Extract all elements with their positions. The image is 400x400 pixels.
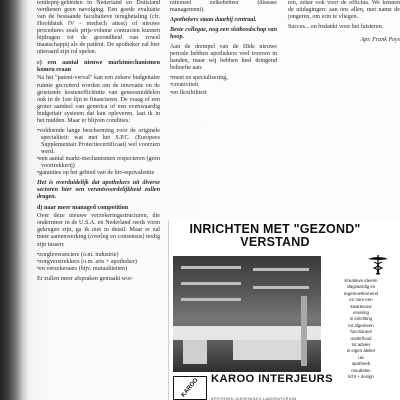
- ad-headline: INRICHTEN MET "GEZOND" VERSTAND: [189, 222, 361, 249]
- side-line: uw: [358, 354, 364, 360]
- side-line: apotheek: [351, 361, 371, 367]
- section-d-list: [37, 252, 160, 273]
- side-line: Kreatieve ideeën: [344, 278, 378, 283]
- caduceus-icon: [364, 253, 392, 277]
- section-d-paragraph: Over deze nieuwe verzekeringsstructuren, die ondermeer in de U.S.A. en Nederland reeds vorm gekregen zijn, ga ik niet in detail. Maar er zal meer samenwerking (overleg en consensus) nodig zijn tussen:: [37, 213, 160, 248]
- side-line: en ruim een: [349, 297, 373, 303]
- list-item: • een aantal markt-mechanismen respecteren (geen voortrekkerij): [37, 156, 160, 170]
- needs-list: [170, 75, 277, 96]
- binding-shadow: [0, 0, 28, 400]
- list-item: • en flexibiliteit: [170, 90, 277, 97]
- intro-paragraph: rentiepnj-gebieden in Nederland en Duitsland verdienen geen navolging. Een goede evaluatie van de bestaande facultatieve terugbetaling (cfr. Hoofdstuk IV - medisch attest) of nieuwe procedures zeals prijs-volume contracten kunnen bijdragen tot de gezondheid van zowel maatschappij als de patiënt. De apotheker zal hier uiteraard zijn rol spelen.: [37, 0, 160, 56]
- brand-subtitle: APOTHEEK-ZIEKENHUIS-LABORATORIUM: [211, 397, 297, 400]
- top-line: rationeel zelkebeheer (disease management).: [170, 0, 277, 14]
- emphasis-paragraph: Het is overduidelijk dat apothekers uit diverse sectoren hier een verantwoordelijkheid zullen dragen.: [37, 180, 160, 201]
- side-line: in eigen atelier: [346, 348, 376, 354]
- side-line: ervaring: [353, 310, 369, 316]
- list-item: • en verzekeraars (bijv. mutualiteiten): [37, 266, 160, 273]
- side-line: kwarteeuw: [350, 303, 372, 309]
- body-paragraph: Aan de drempel van de IIIde nieuwe periode hebben apothekers veel troeven in handen, maar wij hebben heel dringend behoefte aan:: [170, 44, 277, 72]
- side-line: functioneel: [350, 329, 372, 335]
- list-item: • creativiteit: [170, 82, 277, 89]
- section-d-heading: d) naar meer managed competition: [37, 205, 129, 212]
- section-c-paragraph: Na het "patent-verval" kan een zekere budgettaire ruimte gecreëerd worden om de innovatie en de groeiende kostenefficiëntie van geneesmiddelen ook in de 1ste lijn te financieren. De vraag of een groter aandeel van generica of een evenwaardig budgettair systeem dat kan opleveren, laat ik in het midden. Maar er blijven condities:: [37, 75, 160, 124]
- side-line: onderhoud: [350, 335, 372, 341]
- section-c-heading: c) een aantal nieuwe marktmechanismen komen eraan: [37, 60, 160, 74]
- karoo-logo: [173, 376, 207, 400]
- side-line: licht + design: [348, 374, 374, 380]
- list-item: • zorgverstrekkers (o.m. arts + apotheker): [37, 259, 160, 266]
- text-column-3: [288, 0, 400, 47]
- list-item: • garanties op het gebied van de bio-equivalentie: [37, 170, 160, 177]
- section-c-list: [37, 128, 160, 177]
- opening-line: Beste collegae, nog een slotboodschap van hoop.: [170, 27, 277, 41]
- side-line: in inrichting: [349, 316, 373, 322]
- side-line: tot algemeen: [348, 322, 374, 328]
- body-paragraph: ren, zeker ook voor de officina. We kennen de uitdagingen: aan ons allen, met name de jongeren, om erin te vliegen.: [288, 0, 400, 21]
- closing-line: Succes... en bedankt voor het luisteren.: [288, 24, 384, 31]
- advertisement: [168, 220, 399, 400]
- side-line: tegemoetkomend: [344, 290, 378, 296]
- side-line: tot advies: [351, 342, 371, 348]
- side-line: slagvaardig en: [346, 284, 376, 290]
- side-line: meubelen: [351, 367, 371, 373]
- text-column-1: [37, 0, 160, 286]
- ad-side-text: [324, 278, 398, 380]
- text-column-2: [170, 0, 277, 100]
- tail-line: Er zullen meer afspraken gemaakt wor-: [37, 275, 134, 282]
- brand-name: KAROO INTERJEURS: [211, 373, 334, 385]
- central-line: Apothekers staan daarbij centraal.: [170, 17, 257, 24]
- list-item: • zorgleveranciers (o.m. industrie): [37, 252, 160, 259]
- author-signature: Apr. Frank Peys: [360, 37, 400, 44]
- pharmacy-photo: [173, 256, 321, 372]
- list-item: • meet en specialisering,: [170, 75, 277, 82]
- list-item: • voldoende lange bescherming voor de originele specialiteit: wat met het S.P.C. (Europees Supplementair Protectiecertificaat) wel voorzien werd.: [37, 128, 160, 156]
- logo-text: KAROO: [180, 377, 200, 399]
